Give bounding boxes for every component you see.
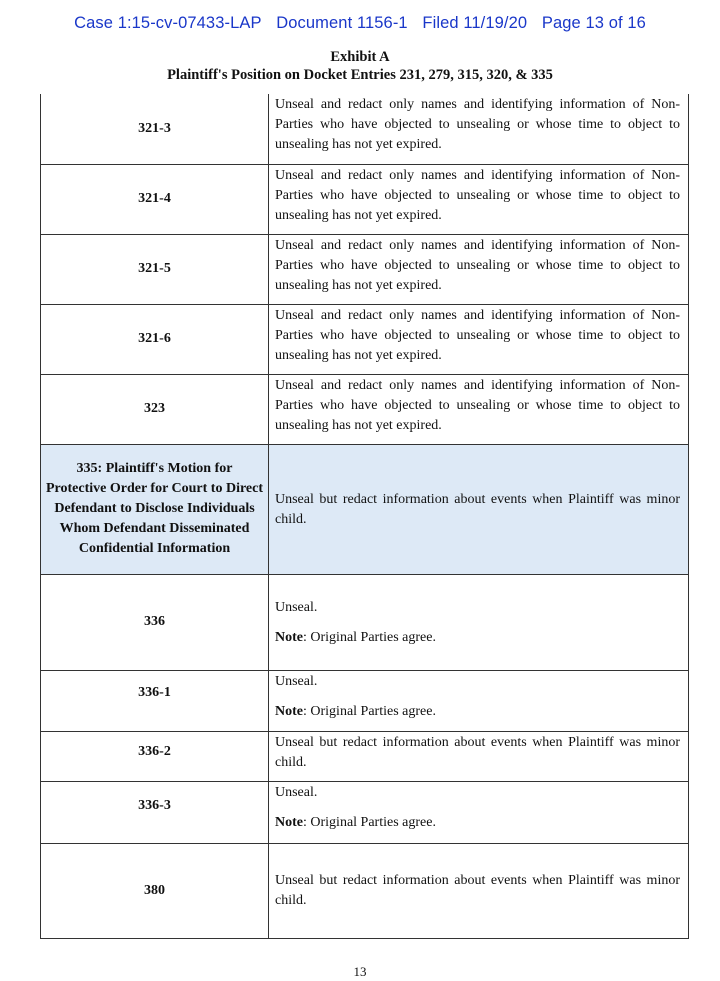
position-text: Unseal. <box>275 599 318 615</box>
note-label: Note <box>275 703 303 719</box>
position-text: Unseal and redact only names and identifying information of Non-Parties who have objected to unsealing or whose time to object to unsealing has not yet expired. <box>269 164 689 234</box>
table-row <box>41 781 689 843</box>
table-row <box>41 234 689 304</box>
position-text: Unseal and redact only names and identifying information of Non-Parties who have objected to unsealing or whose time to object to unsealing has not yet expired. <box>269 234 689 304</box>
docket-entry: 335: Plaintiff's Motion for Protective Order for Court to Direct Defendant to Disclose Individuals Whom Defendant Disseminated Confidential Information <box>41 444 269 574</box>
table-row <box>41 574 689 670</box>
position-text: Unseal and redact only names and identifying information of Non-Parties who have objected to unsealing or whose time to object to unsealing has not yet expired. <box>269 374 689 444</box>
position-cell <box>269 670 689 731</box>
docket-entry: 336 <box>41 574 269 670</box>
docket-entry: 321-6 <box>41 304 269 374</box>
note <box>275 813 680 833</box>
docket-entry: 321-5 <box>41 234 269 304</box>
note-text: : Original Parties agree. <box>303 629 436 645</box>
page-number: 13 <box>353 964 367 979</box>
docket-entry: 336-2 <box>41 731 269 781</box>
page-indicator: Page 13 of 16 <box>541 14 646 32</box>
exhibit-subtitle: Plaintiff's Position on Docket Entries 231, 279, 315, 320, & 335 <box>167 67 553 83</box>
position-text: Unseal but redact information about events when Plaintiff was minor child. <box>269 444 689 574</box>
table-row <box>41 670 689 731</box>
exhibit-title: Exhibit A <box>330 49 390 65</box>
table-row <box>41 164 689 234</box>
note-text: : Original Parties agree. <box>303 703 436 719</box>
position-text: Unseal but redact information about events when Plaintiff was minor child. <box>269 843 689 938</box>
table-row <box>41 374 689 444</box>
table-row <box>41 843 689 938</box>
docket-entry: 321-4 <box>41 164 269 234</box>
case-header <box>0 14 720 33</box>
document-number: Document 1156-1 <box>276 14 408 32</box>
docket-table <box>40 94 689 939</box>
table-row <box>41 731 689 781</box>
docket-entry: 380 <box>41 843 269 938</box>
position-text: Unseal. <box>275 673 318 689</box>
table-row <box>41 94 689 164</box>
note-label: Note <box>275 629 303 645</box>
position-text: Unseal and redact only names and identifying information of Non-Parties who have objected to unsealing or whose time to object to unsealing has not yet expired. <box>269 304 689 374</box>
docket-entry: 323 <box>41 374 269 444</box>
note-label: Note <box>275 814 303 830</box>
position-text: Unseal. <box>275 784 318 800</box>
table-row-highlighted <box>41 444 689 574</box>
case-number: Case 1:15-cv-07433-LAP <box>74 14 262 32</box>
docket-entry: 336-1 <box>41 670 269 731</box>
filed-date: Filed 11/19/20 <box>422 14 528 32</box>
position-cell <box>269 574 689 670</box>
position-text: Unseal but redact information about events when Plaintiff was minor child. <box>269 731 689 781</box>
table-row <box>41 304 689 374</box>
note <box>275 702 680 722</box>
docket-entry: 321-3 <box>41 94 269 164</box>
position-text: Unseal and redact only names and identifying information of Non-Parties who have objected to unsealing or whose time to object to unsealing has not yet expired. <box>269 94 689 164</box>
note-text: : Original Parties agree. <box>303 814 436 830</box>
note <box>275 628 680 648</box>
docket-entry: 336-3 <box>41 781 269 843</box>
position-cell <box>269 781 689 843</box>
